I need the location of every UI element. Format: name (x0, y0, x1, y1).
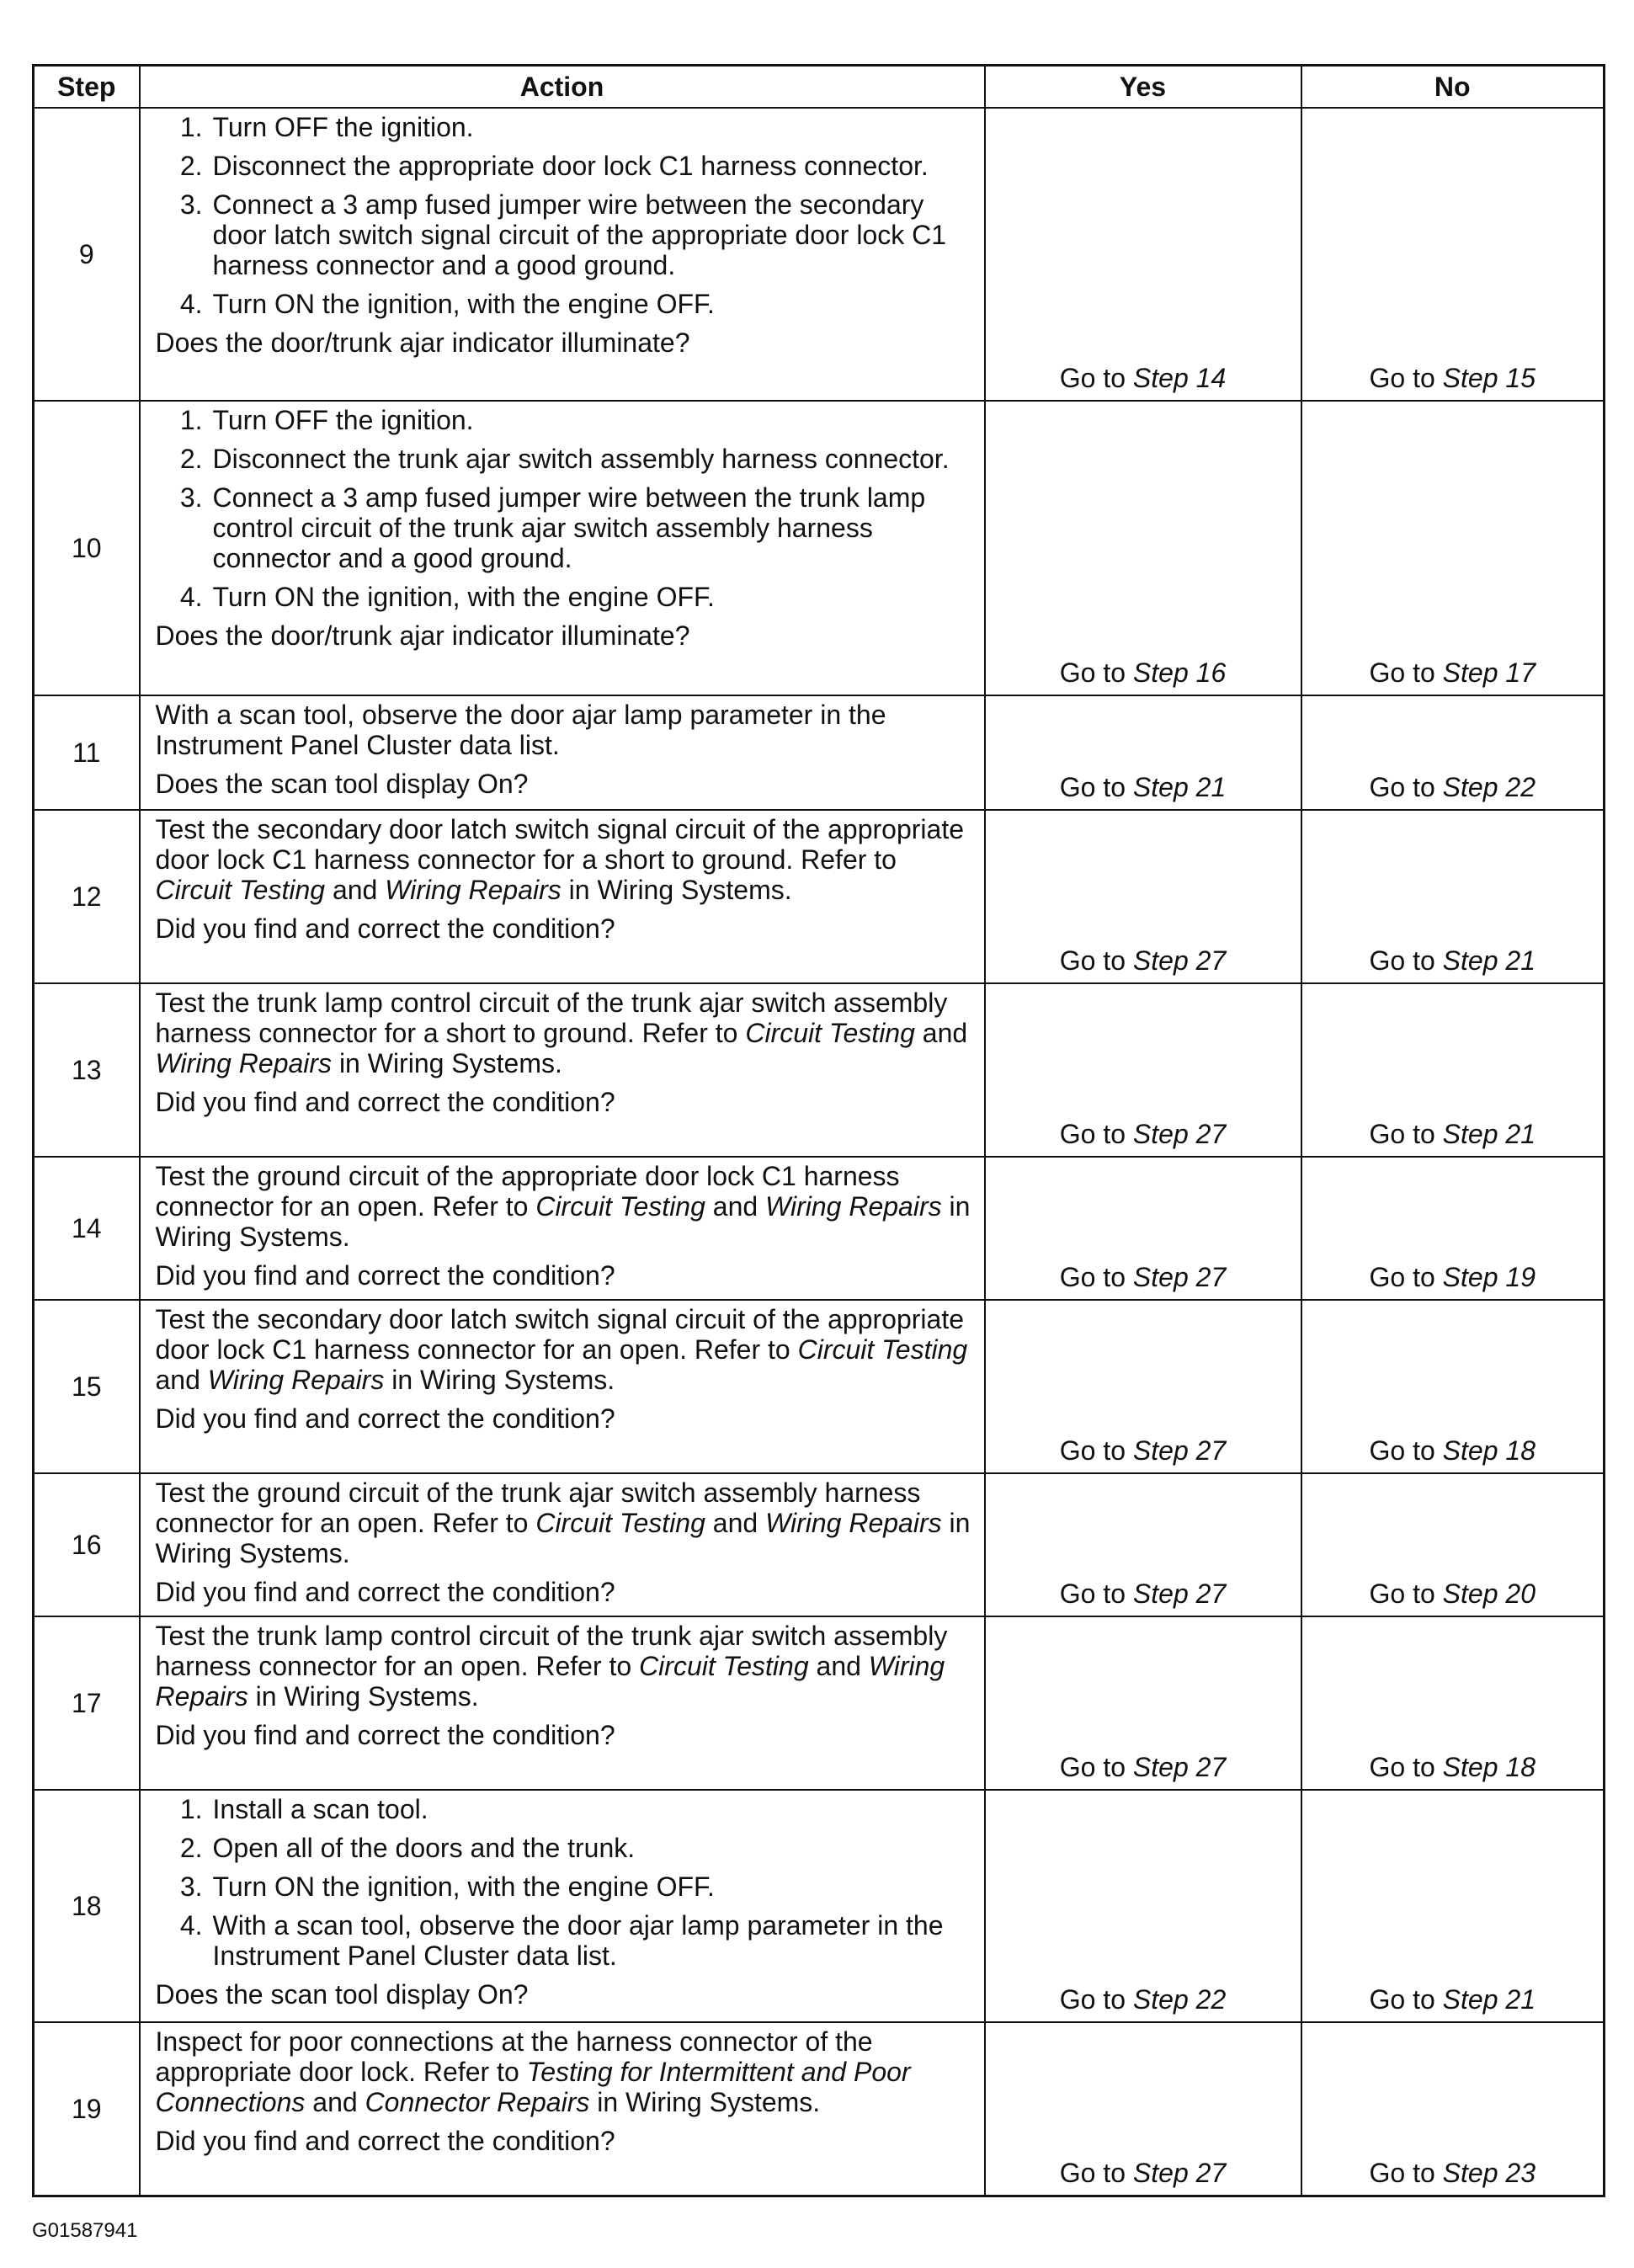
action-instruction (156, 1161, 976, 1252)
yes-result-cell (985, 1616, 1301, 1790)
substep-number: 2. (179, 444, 203, 474)
goto-prefix: Go to (1369, 1579, 1443, 1609)
substep-text: Open all of the doors and the trunk. (212, 1833, 636, 1863)
goto-prefix: Go to (1059, 1752, 1133, 1782)
goto-prefix: Go to (1059, 1984, 1133, 2015)
action-cell (140, 695, 985, 810)
goto-step-link: Step 21 (1132, 772, 1227, 802)
action-cell (140, 108, 985, 401)
reference-title: Circuit Testing (797, 1334, 968, 1365)
action-instruction (156, 700, 976, 760)
goto-prefix: Go to (1369, 1435, 1443, 1466)
no-result-cell (1301, 1616, 1605, 1790)
yes-result-cell (985, 983, 1301, 1157)
goto-step-link: Step 19 (1442, 1262, 1536, 1292)
substep-item (156, 189, 976, 280)
yes-result-cell (985, 1790, 1301, 2022)
instruction-text: Test the ground circuit of the trunk ajar switch assembly harness connector for an open. Refer to (155, 1477, 921, 1538)
instruction-text: Inspect for poor connections at the harness connector of the appropriate door lock. Refer to (155, 2026, 873, 2087)
table-row (34, 401, 1605, 695)
step-number: 10 (34, 401, 140, 695)
goto-step-link: Step 17 (1442, 658, 1536, 688)
yes-result-cell (985, 1157, 1301, 1300)
yes-result-cell (985, 1473, 1301, 1616)
reference-title: Circuit Testing (535, 1191, 705, 1222)
no-result-cell (1301, 1473, 1605, 1616)
action-question: Did you find and correct the condition? (155, 1260, 615, 1291)
goto-step-link: Step 23 (1442, 2157, 1536, 2188)
substep-number: 3. (179, 1871, 203, 1902)
goto-step-link: Step 22 (1132, 1984, 1227, 2015)
instruction-text: in Wiring Systems. (332, 1048, 562, 1078)
table-row (34, 810, 1605, 983)
substep-text: Disconnect the trunk ajar switch assembly harness connector. (212, 444, 950, 474)
reference-title: Circuit Testing (745, 1018, 915, 1048)
goto-prefix: Go to (1369, 945, 1443, 976)
table-row (34, 695, 1605, 810)
goto-prefix: Go to (1059, 658, 1133, 688)
goto-prefix: Go to (1369, 1752, 1443, 1782)
table-body (34, 108, 1605, 2196)
substep-number: 1. (179, 1794, 203, 1824)
goto-prefix: Go to (1369, 2157, 1443, 2188)
header-yes: Yes (985, 66, 1301, 109)
instruction-text: and (305, 2087, 365, 2117)
yes-result-cell (985, 1300, 1301, 1473)
action-question: Did you find and correct the condition? (155, 913, 615, 944)
goto-step-link: Step 22 (1442, 772, 1536, 802)
goto-prefix: Go to (1059, 1435, 1133, 1466)
goto-step-link: Step 27 (1132, 1262, 1227, 1292)
reference-title: Circuit Testing (535, 1508, 705, 1538)
no-result-cell (1301, 1790, 1605, 2022)
action-question: Did you find and correct the condition? (155, 1577, 615, 1607)
no-result-cell (1301, 1300, 1605, 1473)
instruction-text: Test the trunk lamp control circuit of the trunk ajar switch assembly harness connector for a short to ground. Refer to (155, 988, 948, 1048)
goto-step-link: Step 21 (1442, 945, 1536, 976)
reference-title: Wiring Repairs (155, 1651, 945, 1712)
yes-result-cell (985, 810, 1301, 983)
substep-item (156, 582, 976, 612)
goto-prefix: Go to (1369, 658, 1443, 688)
instruction-text: Test the trunk lamp control circuit of the trunk ajar switch assembly harness connector for an open. Refer to (155, 1621, 948, 1681)
instruction-text: and (705, 1191, 766, 1222)
action-question: Does the scan tool display On? (155, 1979, 529, 2010)
reference-title: Wiring Repairs (207, 1365, 385, 1395)
instruction-text: in Wiring Systems. (561, 875, 792, 905)
diagnostic-table (32, 64, 1605, 2197)
instruction-text: in Wiring Systems. (589, 2087, 821, 2117)
substep-item (156, 112, 976, 142)
step-number: 18 (34, 1790, 140, 2022)
action-cell (140, 983, 985, 1157)
goto-prefix: Go to (1369, 363, 1443, 393)
substep-item (156, 1794, 976, 1824)
goto-step-link: Step 20 (1442, 1579, 1536, 1609)
goto-step-link: Step 14 (1132, 363, 1227, 393)
substep-number: 4. (179, 582, 203, 612)
no-result-cell (1301, 983, 1605, 1157)
action-question: Did you find and correct the condition? (155, 1720, 615, 1750)
instruction-text: in Wiring Systems. (155, 1191, 971, 1252)
action-instruction (156, 1621, 976, 1712)
table-row (34, 1473, 1605, 1616)
substep-item (156, 482, 976, 573)
substep-text: Install a scan tool. (212, 1794, 428, 1824)
reference-title: Circuit Testing (155, 875, 326, 905)
goto-step-link: Step 15 (1442, 363, 1536, 393)
substep-number: 4. (179, 289, 203, 319)
substep-number: 2. (179, 1833, 203, 1863)
substep-item (156, 1833, 976, 1863)
action-cell (140, 1616, 985, 1790)
instruction-text: and (808, 1651, 869, 1681)
action-cell (140, 401, 985, 695)
header-step: Step (34, 66, 140, 109)
goto-prefix: Go to (1059, 1262, 1133, 1292)
action-question: Does the scan tool display On? (155, 769, 529, 799)
no-result-cell (1301, 2022, 1605, 2196)
action-question: Does the door/trunk ajar indicator illuminate? (155, 620, 690, 651)
no-result-cell (1301, 810, 1605, 983)
step-number: 14 (34, 1157, 140, 1300)
action-cell (140, 810, 985, 983)
substep-text: Turn ON the ignition, with the engine OFF. (212, 582, 715, 612)
step-number: 9 (34, 108, 140, 401)
goto-step-link: Step 27 (1132, 1752, 1227, 1782)
instruction-text: and (914, 1018, 968, 1048)
substep-number: 2. (179, 151, 203, 181)
substep-number: 3. (179, 482, 203, 513)
action-instruction (156, 2026, 976, 2117)
goto-prefix: Go to (1059, 945, 1133, 976)
table-row (34, 1616, 1605, 1790)
instruction-text: in Wiring Systems. (155, 1508, 971, 1568)
substep-list (156, 1794, 976, 1971)
instruction-text: and (705, 1508, 766, 1538)
step-number: 17 (34, 1616, 140, 1790)
goto-prefix: Go to (1369, 1119, 1443, 1149)
substep-text: Connect a 3 amp fused jumper wire between the secondary door latch switch signal circuit of the appropriate door lock C1 harness connector and a good ground. (212, 189, 947, 280)
substep-list (156, 405, 976, 612)
header-row (34, 66, 1605, 109)
step-number: 15 (34, 1300, 140, 1473)
figure-id: G01587941 (32, 2219, 138, 2242)
table-row (34, 1790, 1605, 2022)
step-number: 11 (34, 695, 140, 810)
reference-title: Connector Repairs (365, 2087, 590, 2117)
no-result-cell (1301, 1157, 1605, 1300)
reference-title: Wiring Repairs (155, 1048, 333, 1078)
table-row (34, 1300, 1605, 1473)
action-question: Did you find and correct the condition? (155, 1087, 615, 1117)
header-no: No (1301, 66, 1605, 109)
action-instruction (156, 1477, 976, 1568)
table-row (34, 1157, 1605, 1300)
goto-step-link: Step 18 (1442, 1435, 1536, 1466)
table-row (34, 983, 1605, 1157)
substep-text: Turn OFF the ignition. (212, 112, 474, 142)
substep-number: 3. (179, 189, 203, 220)
action-instruction (156, 1304, 976, 1395)
table-row (34, 108, 1605, 401)
goto-prefix: Go to (1059, 363, 1133, 393)
substep-text: Turn OFF the ignition. (212, 405, 474, 435)
reference-title: Wiring Repairs (765, 1508, 942, 1538)
goto-step-link: Step 21 (1442, 1119, 1536, 1149)
yes-result-cell (985, 695, 1301, 810)
instruction-text: With a scan tool, observe the door ajar lamp parameter in the Instrument Panel Cluster data list. (155, 700, 886, 760)
goto-prefix: Go to (1059, 2157, 1133, 2188)
step-number: 12 (34, 810, 140, 983)
reference-title: Circuit Testing (639, 1651, 809, 1681)
action-instruction (156, 988, 976, 1078)
reference-title: Wiring Repairs (765, 1191, 942, 1222)
substep-text: Turn ON the ignition, with the engine OFF. (212, 1871, 715, 1902)
instruction-text: and (325, 875, 386, 905)
action-instruction (156, 814, 976, 905)
goto-prefix: Go to (1369, 772, 1443, 802)
action-cell (140, 1473, 985, 1616)
instruction-text: in Wiring Systems. (384, 1365, 615, 1395)
action-question: Did you find and correct the condition? (155, 2126, 615, 2156)
instruction-text: Test the secondary door latch switch signal circuit of the appropriate door lock C1 harness connector for an open. Refer to (155, 1304, 964, 1365)
goto-prefix: Go to (1059, 1579, 1133, 1609)
substep-number: 1. (179, 405, 203, 435)
table-row (34, 2022, 1605, 2196)
goto-step-link: Step 27 (1132, 1435, 1227, 1466)
goto-step-link: Step 18 (1442, 1752, 1536, 1782)
goto-step-link: Step 27 (1132, 1579, 1227, 1609)
header-action: Action (140, 66, 985, 109)
no-result-cell (1301, 108, 1605, 401)
action-question: Did you find and correct the condition? (155, 1403, 615, 1434)
goto-prefix: Go to (1059, 1119, 1133, 1149)
reference-title: Testing for Intermittent and Poor Connections (155, 2057, 911, 2117)
substep-item (156, 151, 976, 181)
substep-number: 4. (179, 1910, 203, 1941)
action-question: Does the door/trunk ajar indicator illuminate? (155, 327, 690, 358)
substep-item (156, 405, 976, 435)
step-number: 13 (34, 983, 140, 1157)
no-result-cell (1301, 695, 1605, 810)
instruction-text: in Wiring Systems. (247, 1681, 479, 1712)
substep-item (156, 289, 976, 319)
substep-item (156, 1910, 976, 1971)
goto-step-link: Step 27 (1132, 1119, 1227, 1149)
goto-prefix: Go to (1369, 1262, 1443, 1292)
goto-prefix: Go to (1059, 772, 1133, 802)
reference-title: Wiring Repairs (385, 875, 562, 905)
instruction-text: Test the secondary door latch switch signal circuit of the appropriate door lock C1 harness connector for a short to ground. Refer to (155, 814, 964, 875)
yes-result-cell (985, 401, 1301, 695)
substep-text: Disconnect the appropriate door lock C1 harness connector. (212, 151, 929, 181)
substep-list (156, 112, 976, 319)
goto-step-link: Step 16 (1132, 658, 1227, 688)
substep-text: Turn ON the ignition, with the engine OFF. (212, 289, 715, 319)
action-cell (140, 1300, 985, 1473)
yes-result-cell (985, 2022, 1301, 2196)
substep-text: Connect a 3 amp fused jumper wire between the trunk lamp control circuit of the trunk ajar switch assembly harness connector and a good ground. (212, 482, 926, 573)
substep-number: 1. (179, 112, 203, 142)
yes-result-cell (985, 108, 1301, 401)
goto-step-link: Step 21 (1442, 1984, 1536, 2015)
instruction-text: and (155, 1365, 208, 1395)
goto-prefix: Go to (1369, 1984, 1443, 2015)
step-number: 16 (34, 1473, 140, 1616)
substep-text: With a scan tool, observe the door ajar lamp parameter in the Instrument Panel Cluster data list. (212, 1910, 944, 1971)
action-cell (140, 1790, 985, 2022)
action-cell (140, 2022, 985, 2196)
no-result-cell (1301, 401, 1605, 695)
goto-step-link: Step 27 (1132, 945, 1227, 976)
instruction-text: Test the ground circuit of the appropriate door lock C1 harness connector for an open. Refer to (155, 1161, 900, 1222)
substep-item (156, 1871, 976, 1902)
substep-item (156, 444, 976, 474)
step-number: 19 (34, 2022, 140, 2196)
action-cell (140, 1157, 985, 1300)
goto-step-link: Step 27 (1132, 2157, 1227, 2188)
